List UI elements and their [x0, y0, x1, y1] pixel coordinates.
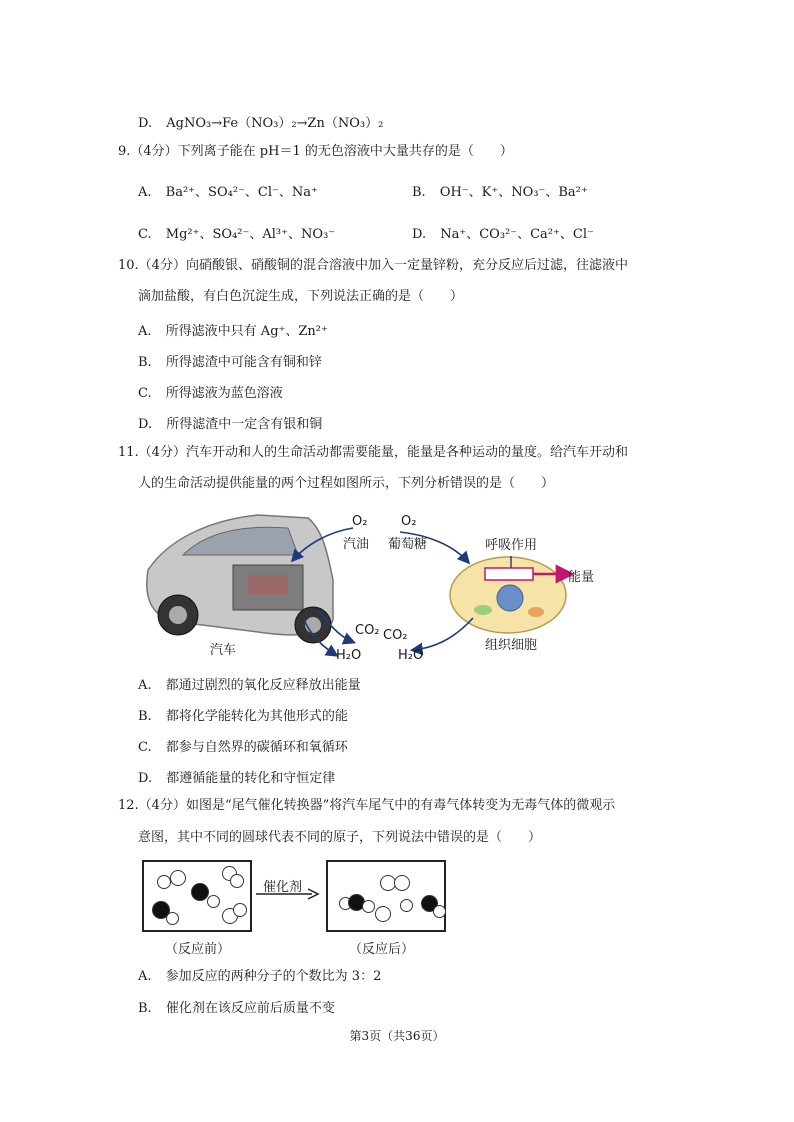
q9-d-label: D. — [412, 227, 427, 242]
q10-option-d — [138, 413, 322, 432]
q10-b-text: 所得滤渣中可能含有铜和锌 — [165, 355, 322, 370]
q11-c-text: 都参与自然界的碳循环和氧循环 — [165, 740, 348, 755]
q10-c-text: 所得滤液为蓝色溶液 — [165, 386, 283, 401]
before-reaction-box — [142, 860, 252, 932]
tissue-cell-image — [450, 556, 566, 633]
q8-option-d-text: AgNO₃→Fe（NO₃）₂→Zn（NO₃）₂ — [166, 116, 384, 131]
q9-b-text: OH⁻、K⁺、NO₃⁻、Ba²⁺ — [439, 185, 588, 200]
q12-a-label: A. — [138, 969, 152, 984]
q9-b-label: B. — [412, 185, 426, 200]
q10-d-text: 所得滤渣中一定含有银和铜 — [166, 417, 323, 432]
after-reaction-label: （反应后） — [349, 942, 415, 957]
q10-a-text: 所得滤液中只有 Ag⁺、Zn²⁺ — [165, 324, 328, 339]
q11-option-d — [138, 767, 335, 786]
q9-d-text: Na⁺、CO₃²⁻、Ca²⁺、Cl⁻ — [440, 227, 594, 242]
q12-stem-line2: 意图，其中不同的圆球代表不同的原子，下列说法中错误的是（ ） — [138, 830, 542, 845]
page-footer: 第3页（共36页） — [349, 1029, 445, 1043]
q11-a-text: 都通过剧烈的氧化反应释放出能量 — [165, 678, 361, 693]
after-reaction-box — [326, 860, 446, 932]
q11-d-label: D. — [138, 771, 153, 786]
q11-stem-line1: 11.（4分）汽车开动和人的生命活动都需要能量，能量是各种运动的量度。给汽车开动和 — [118, 445, 628, 460]
q9-option-a — [138, 181, 318, 200]
catalyst-label: 催化剂 — [263, 880, 303, 895]
q9-c-text: Mg²⁺、SO₄²⁻、Al³⁺、NO₃⁻ — [165, 227, 336, 242]
q12-b-text: 催化剂在该反应前后质量不变 — [165, 1001, 335, 1016]
q10-a-label: A. — [138, 324, 152, 339]
q11-energy-figure — [138, 500, 608, 670]
fig-co2-right: CO₂ — [383, 628, 408, 643]
fig-h2o-left: H₂O — [336, 648, 362, 663]
q12-option-b — [138, 997, 335, 1016]
q11-option-a — [138, 674, 361, 693]
q10-b-label: B. — [138, 355, 152, 370]
q9-c-label: C. — [138, 227, 152, 242]
fig-o2-right: O₂ — [401, 514, 417, 529]
q11-b-text: 都将化学能转化为其他形式的能 — [165, 709, 348, 724]
q12-b-label: B. — [138, 1001, 152, 1016]
q8-option-d-label: D. — [138, 116, 153, 131]
q9-a-text: Ba²⁺、SO₄²⁻、Cl⁻、Na⁺ — [165, 185, 318, 200]
fig-o2-left: O₂ — [352, 514, 368, 529]
q10-option-c — [138, 382, 283, 401]
q10-stem-line2: 滴加盐酸，有白色沉淀生成，下列说法正确的是（ ） — [138, 289, 464, 304]
q11-d-text: 都遵循能量的转化和守恒定律 — [166, 771, 336, 786]
fig-fuel: 汽油 — [343, 537, 370, 552]
fig-cell-label: 组织细胞 — [485, 638, 538, 653]
q11-option-c — [138, 736, 348, 755]
fig-respiration: 呼吸作用 — [485, 538, 538, 553]
q9-option-c — [138, 223, 335, 242]
q10-d-label: D. — [138, 417, 153, 432]
fig-car-label: 汽车 — [210, 643, 237, 658]
fig-energy: 能量 — [568, 570, 595, 585]
q10-option-a — [138, 320, 328, 339]
q11-c-label: C. — [138, 740, 152, 755]
q11-stem-line2: 人的生命活动提供能量的两个过程如图所示，下列分析错误的是（ ） — [138, 476, 555, 491]
q11-option-b — [138, 705, 348, 724]
q12-a-text: 参加反应的两种分子的个数比为 3：2 — [165, 969, 382, 984]
fig-co2-left: CO₂ — [355, 623, 380, 638]
q9-stem: 9.（4分）下列离子能在 pH＝1 的无色溶液中大量共存的是（ ） — [118, 144, 513, 159]
q11-a-label: A. — [138, 678, 152, 693]
fig-h2o-right: H₂O — [398, 648, 424, 663]
q10-option-b — [138, 351, 322, 370]
q8-option-d — [138, 112, 383, 131]
q9-a-label: A. — [138, 185, 152, 200]
q10-c-label: C. — [138, 386, 152, 401]
q12-stem-line1: 12.（4分）如图是“尾气催化转换器”将汽车尾气中的有毒气体转变为无毒气体的微观示 — [118, 798, 616, 813]
q10-stem-line1: 10.（4分）向硝酸银、硝酸铜的混合溶液中加入一定量锌粉，充分反应后过滤，往滤液中 — [118, 258, 628, 273]
fig-glucose: 葡萄糖 — [388, 537, 428, 552]
q12-option-a — [138, 965, 381, 984]
q9-option-b — [412, 181, 588, 200]
q9-option-d — [412, 223, 594, 242]
q11-b-label: B. — [138, 709, 152, 724]
before-reaction-label: （反应前） — [165, 942, 231, 957]
